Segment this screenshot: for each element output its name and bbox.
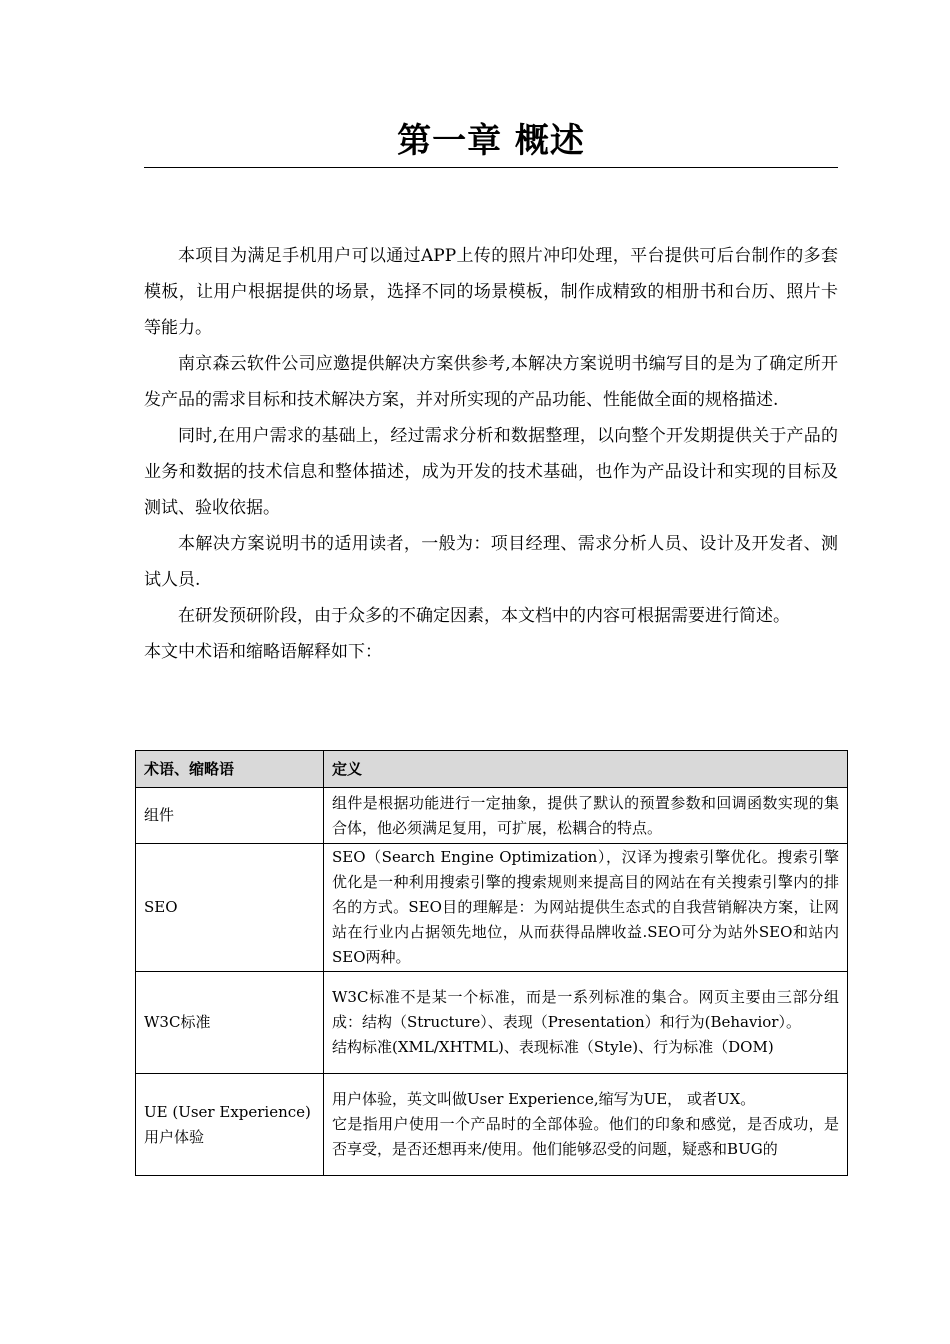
- definition-cell: [324, 1074, 848, 1176]
- terms-table: [135, 750, 848, 1176]
- table-row: [136, 1074, 848, 1176]
- definition-text: 用户体验，英文叫做User Experience,缩写为UE， 或者UX。: [332, 1090, 756, 1108]
- table-row: [136, 788, 848, 844]
- table-row: [136, 844, 848, 972]
- title-divider: [144, 167, 838, 168]
- definition-text: 结构标准(XML/XHTML)、表现标准（Style)、行为标准（DOM): [332, 1038, 774, 1056]
- definition-cell: [324, 972, 848, 1074]
- body-text: [144, 238, 838, 670]
- definition-cell: [324, 844, 848, 972]
- header-term: 术语、缩略语: [136, 751, 324, 788]
- term-cell: UE (User Experience) 用户体验: [136, 1074, 324, 1176]
- table-row: [136, 972, 848, 1074]
- definition-cell: [324, 788, 848, 844]
- chapter-title: 第一章 概述: [397, 121, 585, 161]
- term-cell: SEO: [136, 844, 324, 972]
- definition-text: W3C标准不是某一个标准，而是一系列标准的集合。网页主要由三部分组成：结构（Structure）、表现（Presentation）和行为(Behavior）。: [332, 988, 839, 1031]
- paragraph: 同时,在用户需求的基础上，经过需求分析和数据整理，以向整个开发期提供关于产品的业务和数据的技术信息和整体描述，成为开发的技术基础，也作为产品设计和实现的目标及测试、验收依据。: [144, 426, 838, 518]
- definition-text: SEO（Search Engine Optimization），汉译为搜索引擎优化。搜索引擎优化是一种利用搜索引擎的搜索规则来提高目的网站在有关搜索引擎内的排名的方式。SEO目的理解是：为网站提供生态式的自我营销解决方案，让网站在行业内占据领先地位，从而获得品牌收益.SEO可分为站外SEO和站内SEO两种。: [332, 848, 839, 966]
- paragraph: 本解决方案说明书的适用读者，一般为：项目经理、需求分析人员、设计及开发者、测试人员.: [144, 534, 838, 590]
- paragraph: 南京森云软件公司应邀提供解决方案供参考,本解决方案说明书编写目的是为了确定所开发产品的需求目标和技术解决方案，并对所实现的产品功能、性能做全面的规格描述.: [144, 354, 838, 410]
- table-header-row: [136, 751, 848, 788]
- table-intro: 本文中术语和缩略语解释如下：: [144, 642, 382, 662]
- term-cell: W3C标准: [136, 972, 324, 1074]
- definition-text: 它是指用户使用一个产品时的全部体验。他们的印象和感觉，是否成功，是否享受，是否还想再来/使用。他们能够忍受的问题，疑惑和BUG的: [332, 1115, 839, 1158]
- paragraph: 本项目为满足手机用户可以通过APP上传的照片冲印处理，平台提供可后台制作的多套模板，让用户根据提供的场景，选择不同的场景模板，制作成精致的相册书和台历、照片卡等能力。: [144, 246, 838, 338]
- paragraph: 在研发预研阶段，由于众多的不确定因素，本文档中的内容可根据需要进行简述。: [178, 606, 790, 626]
- header-definition: 定义: [324, 751, 848, 788]
- definition-text: 组件是根据功能进行一定抽象，提供了默认的预置参数和回调函数实现的集合体，他必须满足复用，可扩展，松耦合的特点。: [332, 793, 839, 837]
- term-cell: 组件: [136, 788, 324, 844]
